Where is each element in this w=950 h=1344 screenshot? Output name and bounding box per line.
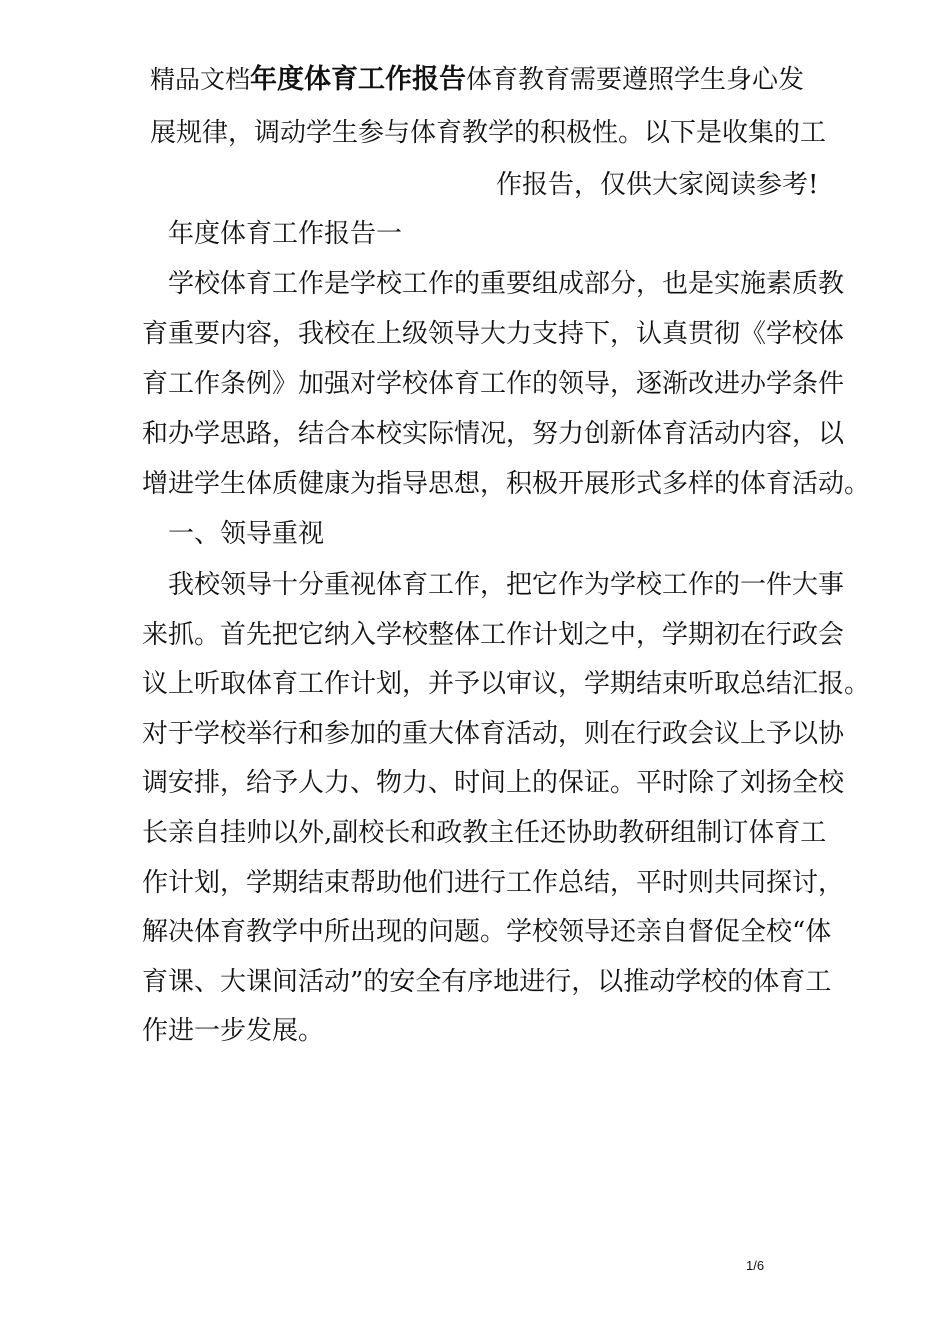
paragraph-line: 作进一步发展。 [142, 1016, 325, 1046]
section-title: 年度体育工作报告一 [168, 219, 403, 249]
paragraph-line: 对于学校举行和参加的重大体育活动，则在行政会议上予以协 [142, 719, 845, 749]
paragraph-line: 我校领导十分重视体育工作，把它作为学校工作的一件大事 [168, 570, 845, 600]
paragraph-line: 议上听取体育工作计划，并予以审议，学期结束听取总结汇报。 [142, 669, 871, 699]
intro-text-2: 展规律，调动学生参与体育教学的积极性。以下是收集的工 [150, 118, 827, 148]
paragraph-line: 和办学思路，结合本校实际情况，努力创新体育活动内容，以 [142, 419, 845, 449]
header-line-1 [150, 64, 804, 96]
paragraph-line: 学校体育工作是学校工作的重要组成部分，也是实施素质教 [168, 269, 845, 299]
paragraph-line: 育工作条例》加强对学校体育工作的领导，逐渐改进办学条件 [142, 369, 845, 399]
paragraph-line: 作计划，学期结束帮助他们进行工作总结，平时则共同探讨， [142, 868, 845, 898]
paragraph-line: 育重要内容，我校在上级领导大力支持下，认真贯彻《学校体 [142, 319, 845, 349]
paragraph-line: 来抓。首先把它纳入学校整体工作计划之中，学期初在行政会 [142, 620, 845, 650]
paragraph-line: 育课、大课间活动”的安全有序地进行，以推动学校的体育工 [142, 967, 832, 997]
page-number: 1/6 [746, 1258, 765, 1273]
intro-text-3: 作报告，仅供大家阅读参考! [496, 170, 819, 200]
paragraph-line: 长亲自挂帅以外,副校长和政教主任还协助教研组制订体育工 [142, 818, 827, 848]
paragraph-line: 增进学生体质健康为指导思想，积极开展形式多样的体育活动。 [142, 469, 871, 499]
document-title: 年度体育工作报告 [250, 64, 467, 95]
intro-text-1: 体育教育需要遵照学生身心发 [466, 65, 805, 95]
section-heading: 一、领导重视 [168, 519, 325, 549]
header-prefix: 精品文档 [150, 65, 251, 94]
paragraph-line: 调安排，给予人力、物力、时间上的保证。平时除了刘扬全校 [142, 768, 845, 798]
paragraph-line: 解决体育教学中所出现的问题。学校领导还亲自督促全校“体 [142, 917, 832, 947]
